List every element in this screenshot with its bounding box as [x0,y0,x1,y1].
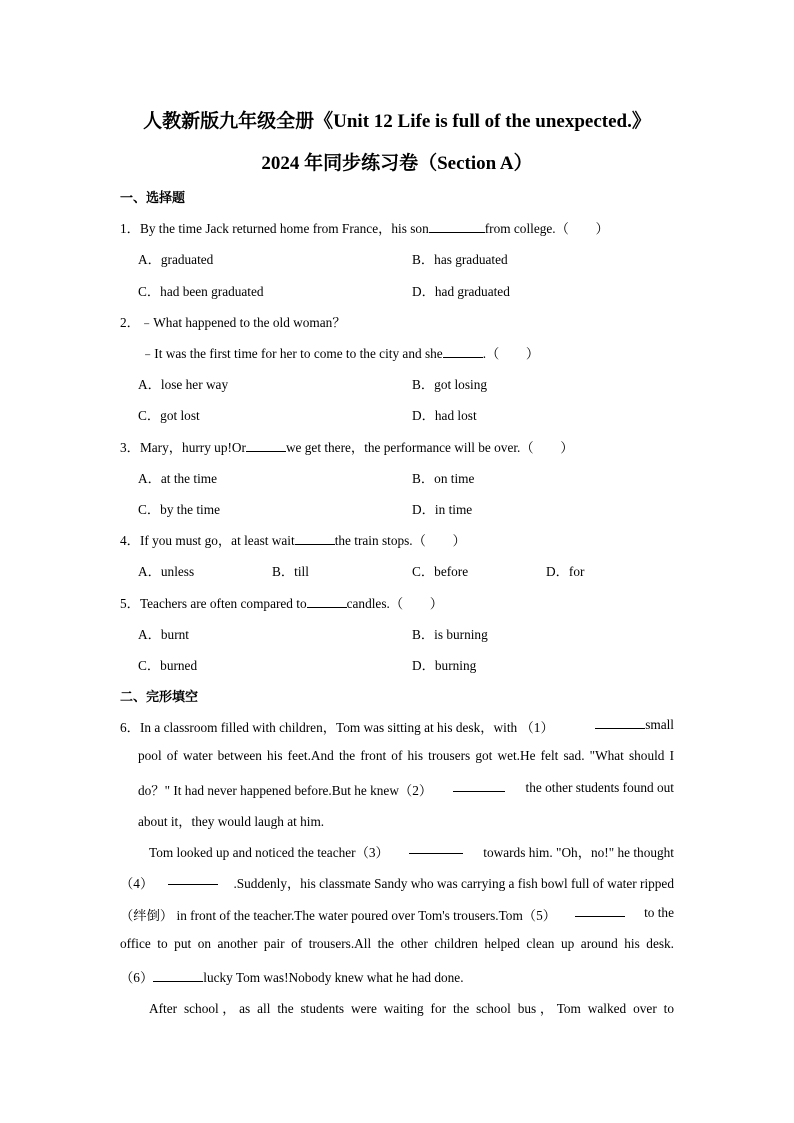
question-3-text: 3．Mary，hurry up!Or [120,440,246,455]
question-5-option-b: B．is burning [412,627,488,642]
cloze-text: to the [644,905,674,920]
answer-blank [295,533,335,545]
question-4-option-b: B．till [272,564,309,579]
cloze-line-2: pool of water between his feet.And the front of his trousers got wet.He felt sad. "What should I [138,748,674,763]
question-1-text: 1．By the time Jack returned home from France，his son [120,221,429,236]
question-5-stem [120,593,443,612]
question-3-stem [120,437,574,456]
section-heading-cloze: 二、完形填空 [120,690,199,705]
cloze-line-4: about it，they would laugh at him. [138,814,325,829]
question-2-option-c: C．got lost [138,408,200,423]
question-3-option-b: B．on time [412,471,475,486]
question-1-option-d: D．had graduated [412,284,510,299]
question-2-stem-line2 [141,343,539,362]
cloze-line-10: After school，as all the students were waiting for the school bus，Tom walked over to [149,1001,674,1016]
cloze-text: do？" It had never happened before.But he knew（2） [138,783,433,798]
section-heading-choice: 一、选择题 [120,191,186,206]
question-3-option-c: C．by the time [138,502,220,517]
cloze-text: （绊倒） in front of the teacher.The water poured over Tom's trousers.Tom（5） [120,908,557,923]
cloze-text: small [645,717,674,732]
question-3-text-end: we get there，the performance will be over.（ ） [285,440,574,455]
cloze-blank-6 [153,970,203,982]
cloze-blank-3 [409,842,463,854]
cloze-line-1 [120,717,674,736]
cloze-text: （6） [120,970,154,985]
question-3-option-d: D．in time [412,502,473,517]
cloze-text: towards him. "Oh，no!" he thought [483,845,674,860]
question-4-stem [120,530,466,549]
question-4-text-end: the train stops.（ ） [334,533,466,548]
question-5-text: 5．Teachers are often compared to [120,596,307,611]
question-4-text: 4．If you must go，at least wait [120,533,295,548]
cloze-blank-1 [595,717,645,729]
question-2-text-end: .（ ） [482,346,540,361]
question-1-option-a: A．graduated [138,252,214,267]
question-1-stem [120,218,609,237]
cloze-text: 6．In a classroom filled with children，Tom was sitting at his desk，with （1） [120,720,554,735]
question-5-option-d: D．burning [412,658,477,673]
cloze-line-8: office to put on another pair of trousers.All the other children helped clean up around his desk. [120,936,674,951]
question-2-option-b: B．got losing [412,377,487,392]
question-1-text-end: from college.（ ） [484,221,609,236]
question-2-stem-line1: 2．﹣What happened to the old woman？ [120,315,346,330]
answer-blank [443,346,483,358]
question-1-option-b: B．has graduated [412,252,508,267]
question-4-option-a: A．unless [138,564,195,579]
cloze-blank-4 [168,873,218,885]
document-title-line2: 2024 年同步练习卷（Section A） [261,153,533,174]
cloze-text: （4） [120,876,154,891]
answer-blank [429,221,485,233]
cloze-blank-2 [453,780,505,792]
document-title-line1: 人教新版九年级全册《Unit 12 Life is full of the unexpected.》 [143,111,651,132]
question-5-option-a: A．burnt [138,627,189,642]
cloze-text: Tom looked up and noticed the teacher（3） [149,845,389,860]
cloze-text: lucky Tom was!Nobody knew what he had done. [203,970,464,985]
question-1-option-c: C．had been graduated [138,284,264,299]
question-4-option-d: D．for [546,564,585,579]
question-2-option-a: A．lose her way [138,377,229,392]
question-3-option-a: A．at the time [138,471,218,486]
answer-blank [307,596,347,608]
cloze-blank-5 [575,905,625,917]
cloze-line-7 [120,905,674,924]
cloze-blank-1-wrap [595,717,674,736]
question-2-text: ﹣It was the first time for her to come to the city and she [141,346,443,361]
question-2-option-d: D．had lost [412,408,477,423]
cloze-line-3 [138,780,674,799]
answer-blank [246,440,286,452]
question-4-option-c: C．before [412,564,469,579]
question-5-text-end: candles.（ ） [346,596,444,611]
question-5-option-c: C．burned [138,658,198,673]
cloze-text: .Suddenly，his classmate Sandy who was carrying a fish bowl full of water ripped [233,876,674,891]
cloze-line-5 [149,842,674,861]
cloze-line-9 [120,967,464,986]
cloze-text: the other students found out [525,780,674,795]
cloze-line-6 [120,873,674,892]
